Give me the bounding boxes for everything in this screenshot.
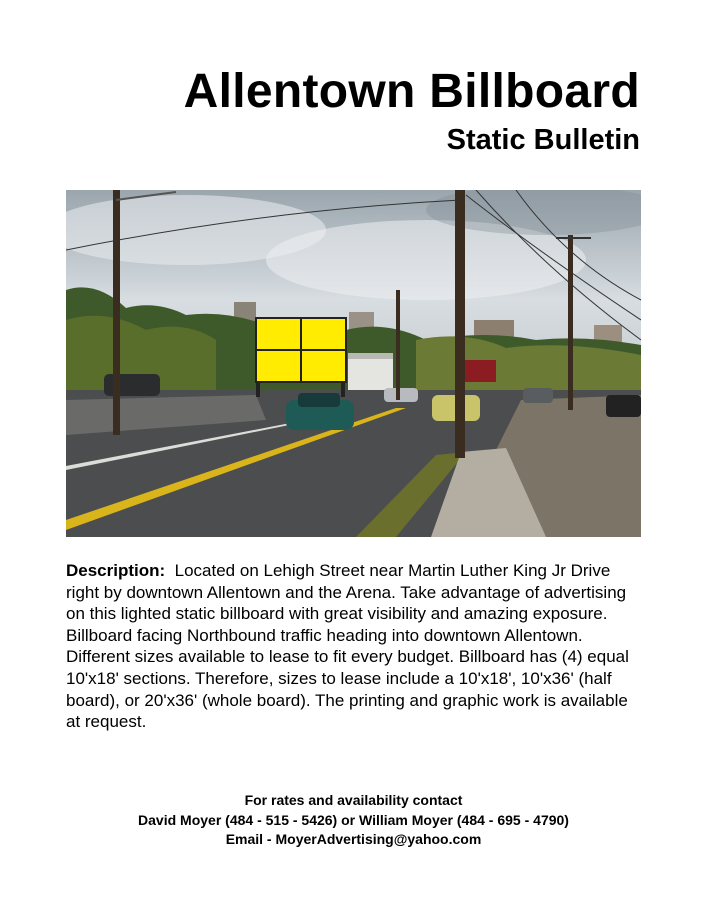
contact-email: Email - MoyerAdvertising@yahoo.com — [225, 831, 482, 847]
contact-block — [0, 791, 707, 850]
contact-phones: David Moyer (484 - 515 - 5426) or William Moyer (484 - 695 - 4790) — [138, 811, 569, 828]
billboard-photo — [66, 190, 641, 537]
description-paragraph — [66, 560, 641, 733]
description-text: Located on Lehigh Street near Martin Luther King Jr Drive right by downtown Allentown and the Arena. Take advantage of advertising on this lighted static billboard with great visibility and amazing exposure. Billboard facing Northbound traffic heading into downtown Allentown. Different sizes available to lease to fit every budget. Billboard has (4) equal 10'x18' sections. Therefore, sizes to lease include a 10'x18', 10'x36' (half board), or 20'x36' (whole board). The printing and graphic work is available at request. — [66, 561, 629, 732]
page-title: Allentown Billboard — [183, 65, 640, 118]
page-subtitle: Static Bulletin — [446, 124, 640, 156]
contact-heading: For rates and availability contact — [244, 792, 463, 808]
description-label: Description: — [66, 561, 166, 580]
billboard-panels — [255, 317, 347, 383]
